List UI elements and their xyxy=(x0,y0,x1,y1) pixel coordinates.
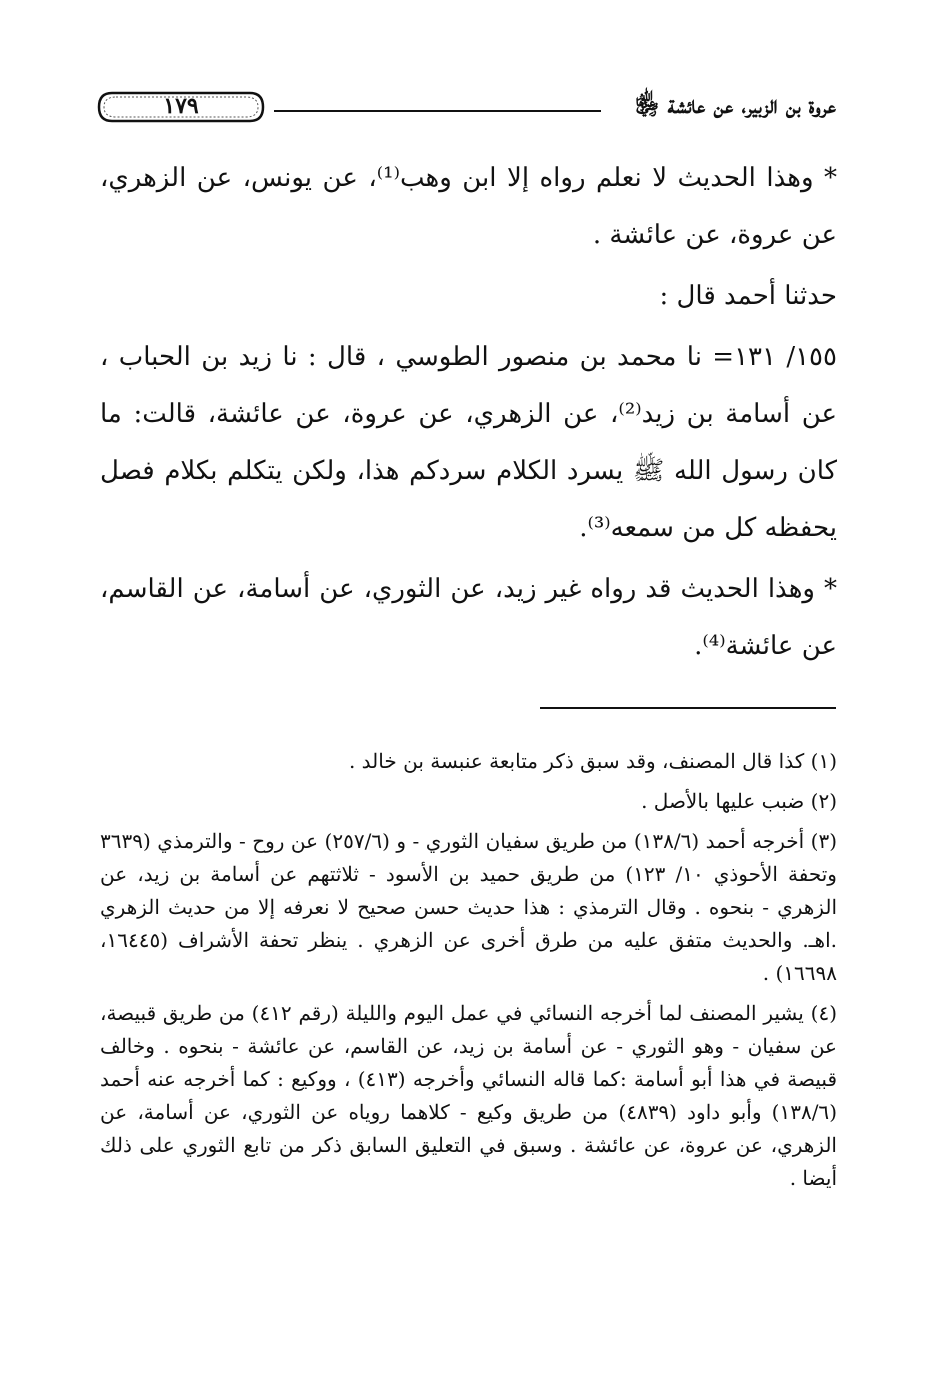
footnote-4 xyxy=(100,997,837,1195)
footnote-text: أخرجه أحمد (١٣٨/٦) من طريق سفيان الثوري - و (٢٥٧/٦) عن روح - والترمذي (٣٦٣٩ وتحفة الأحوذي ١٠/ ١٢٣) من طريق حميد بن الأسود - ثلاثتهم عن أسامة بن زيد، عن الزهري - بنحوه . وقال الترمذي : هذا حديث حسن صحيح لا نعرفه إلا من حديث الزهري .اهـ. والحديث متفق عليه من طرق أخرى عن الزهري . ينظر تحفة الأشراف (١٦٤٤٥، ١٦٦٩٨) . xyxy=(100,829,837,985)
main-text xyxy=(100,150,837,675)
page-header xyxy=(96,84,836,134)
footnote-text: يشير المصنف لما أخرجه النسائي في عمل اليوم والليلة (رقم ٤١٢) من طريق قبيصة، عن سفيان - وهو الثوري - عن أسامة بن زيد، عن القاسم، عن عائشة - بنحوه . وخالف قبيصة في هذا أبو أسامة :كما قاله النسائي وأخرجه (٤١٣) ، ووكيع : كما أخرجه عنه أحمد (١٣٨/٦) وأبو داود (٤٨٣٩) من طريق وكيع - كلاهما روياه عن الثوري، عن أسامة، عن الزهري، عن عروة، عن عائشة . وسبق في التعليق السابق ذكر من تابع الثوري على ذلك أيضا . xyxy=(100,1001,837,1190)
footnote-separator xyxy=(540,707,836,709)
footnotes xyxy=(100,745,837,1202)
footnote-text: ضبب عليها بالأصل . xyxy=(641,789,805,813)
footnote-number: (٢) xyxy=(810,789,837,813)
footnote-number: (١) xyxy=(810,749,837,773)
paragraph-4: * وهذا الحديث قد رواه غير زيد، عن الثوري، عن أسامة، عن القاسم، عن عائشة⁽⁴⁾. xyxy=(100,574,837,661)
footnote-text: كذا قال المصنف، وقد سبق ذكر متابعة عنبسة بن خالد . xyxy=(348,749,805,773)
paragraph-1: * وهذا الحديث لا نعلم رواه إلا ابن وهب⁽¹⁾، عن يونس، عن الزهري، عن عروة، عن عائشة . xyxy=(100,163,837,250)
footnote-1 xyxy=(100,745,837,778)
paragraph-3: ١٥٥/ ١٣١= نا محمد بن منصور الطوسي ، قال : نا زيد بن الحباب ، عن أسامة بن زيد⁽²⁾، عن الزهري، عن عروة، عن عائشة، قالت: ما كان رسول الله ﷺ يسرد الكلام سردكم هذا، ولكن يتكلم بكلام فصل يحفظه كل من سمعه⁽³⁾. xyxy=(100,342,838,543)
footnote-2 xyxy=(100,785,837,818)
footnote-number: (٣) xyxy=(810,829,838,853)
header-rule xyxy=(274,110,601,112)
footnote-3 xyxy=(100,825,837,990)
page-number: ١٧٩ xyxy=(163,93,199,119)
paragraph-2: حدثنا أحمد قال : xyxy=(659,281,837,311)
footnote-number: (٤) xyxy=(810,1001,837,1025)
running-title: عروة بن الزبير، عن عائشة ﵂ xyxy=(635,90,836,119)
page-number-badge xyxy=(96,90,266,122)
